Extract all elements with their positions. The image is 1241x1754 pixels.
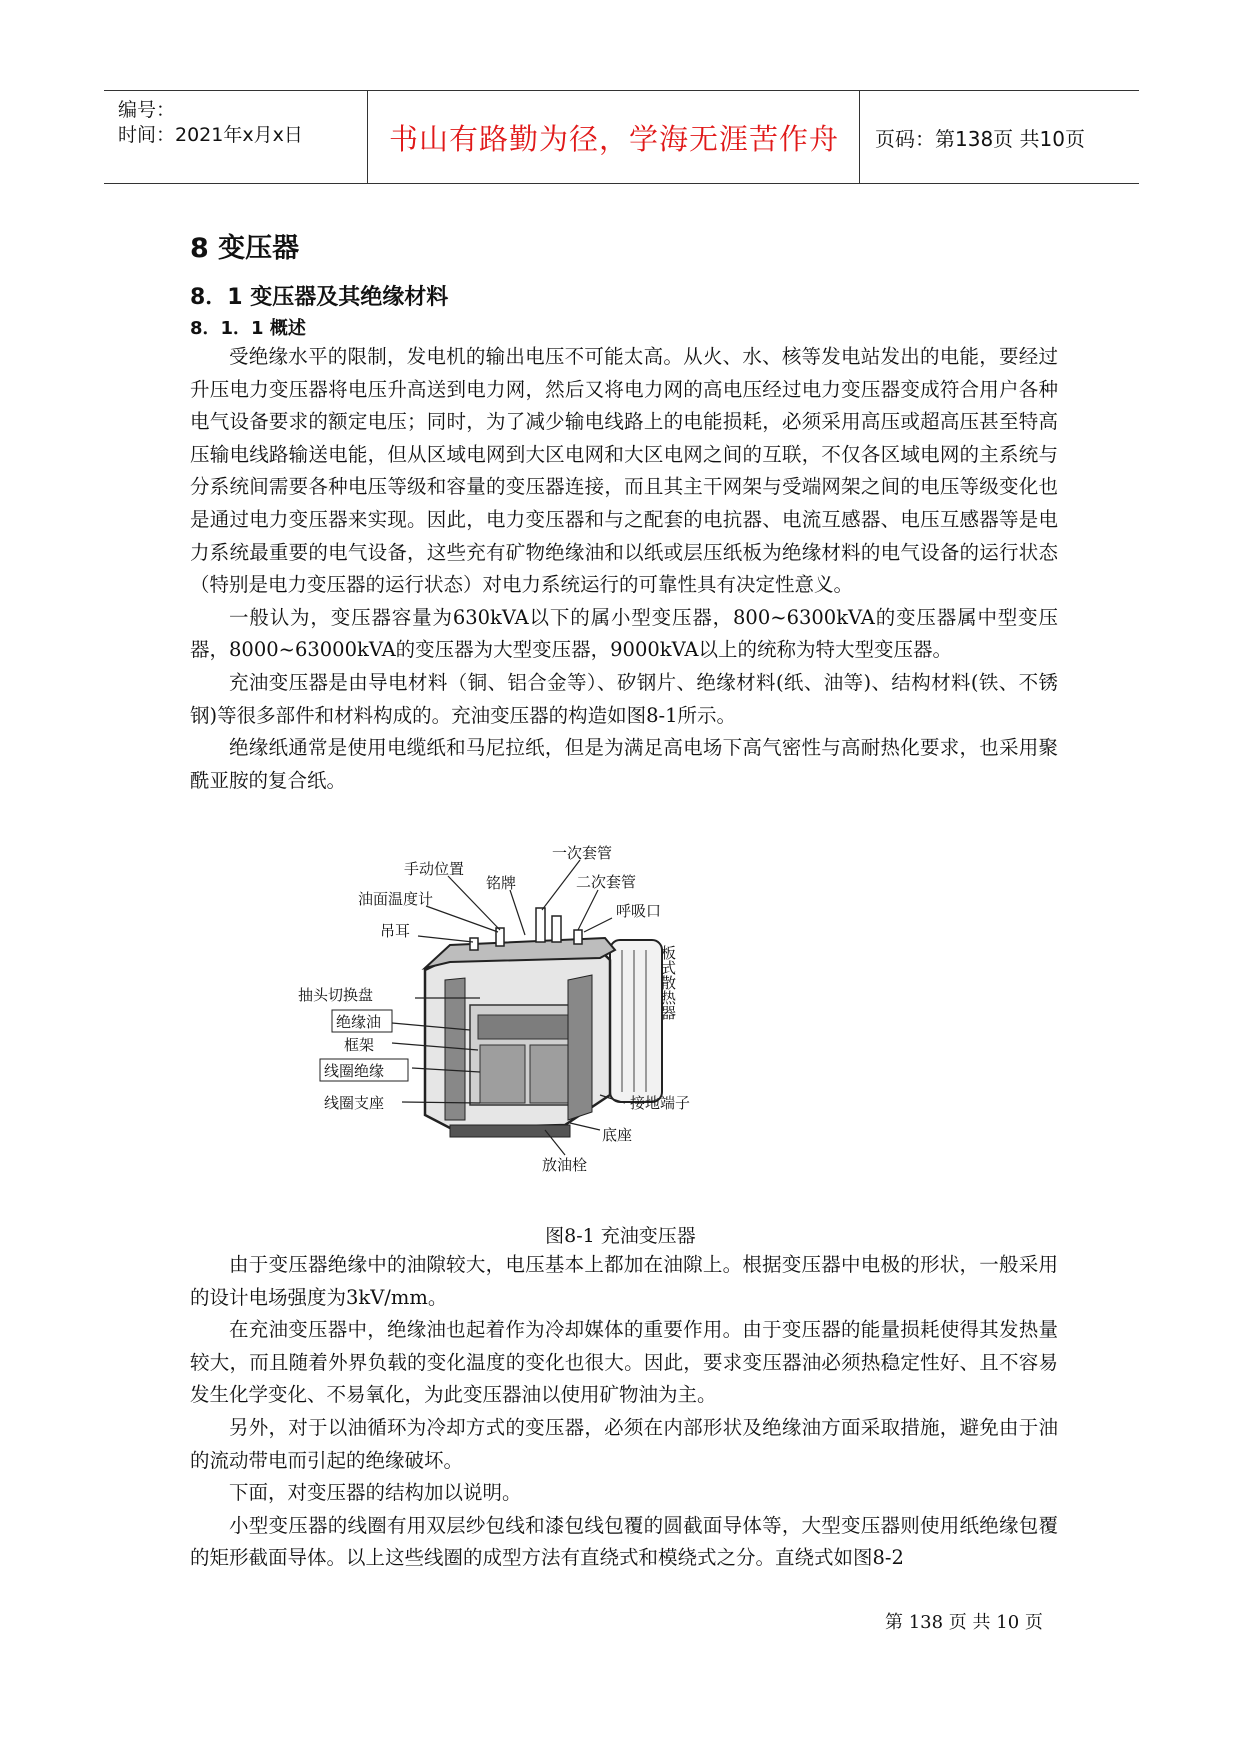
label-tap-changer: 抽头切换盘 xyxy=(298,986,374,1004)
body-text-top xyxy=(190,341,1058,797)
label-manual-position: 手动位置 xyxy=(404,860,465,878)
coil-left xyxy=(480,1045,525,1103)
section-title: 8．1 变压器及其绝缘材料 xyxy=(190,285,449,310)
label-oil-thermometer: 油面温度计 xyxy=(358,890,434,908)
header-meta-cell xyxy=(104,91,368,183)
secondary-bushing-shape xyxy=(574,930,582,944)
number-label: 编号： xyxy=(118,99,176,121)
label-secondary-bushing: 二次套管 xyxy=(576,873,637,891)
label-frame: 框架 xyxy=(344,1036,375,1054)
chapter-title: 8 变压器 xyxy=(190,233,300,264)
base-shape xyxy=(450,1125,570,1137)
label-insulating-oil: 绝缘油 xyxy=(336,1013,382,1031)
label-nameplate: 铭牌 xyxy=(486,874,517,892)
time-label: 时间：2021年x月x日 xyxy=(118,124,303,146)
bushing-shape xyxy=(552,916,561,942)
transformer-diagram xyxy=(298,844,780,1205)
label-ground-terminal: 接地端子 xyxy=(630,1094,691,1112)
subsection-title: 8．1．1 概述 xyxy=(190,318,306,339)
label-drain-plug: 放油栓 xyxy=(542,1156,588,1174)
paragraph: 一般认为，变压器容量为630kVA以下的属小型变压器，800~6300kVA的变压器属中型变压器，8000~63000kVA的变压器为大型变压器，9000kVA以上的统称为特大型变压器。 xyxy=(190,605,1058,662)
label-primary-bushing: 一次套管 xyxy=(552,844,613,862)
figure-caption: 图8-1 充油变压器 xyxy=(545,1225,696,1247)
page-footer: 第 138 页 共 10 页 xyxy=(885,1612,1043,1633)
header-page-cell xyxy=(861,91,1139,183)
lug-shape xyxy=(470,938,478,950)
paragraph: 由于变压器绝缘中的油隙较大，电压基本上都加在油隙上。根据变压器中电极的形状，一般采用的设计电场强度为3kV/mm。 xyxy=(190,1253,1058,1309)
motto-text: 书山有路勤为径，学海无涯苦作舟 xyxy=(388,121,839,156)
header-motto-cell xyxy=(369,91,860,183)
label-coil-support: 线圈支座 xyxy=(324,1094,385,1112)
paragraph: 受绝缘水平的限制，发电机的输出电压不可能太高。从火、水、核等发电站发出的电能，要经过升压电力变压器将电压升高送到电力网，然后又将电力网的高电压经过电力变压器变成符合用户各种电气设备要求的额定电压；同时，为了减少输电线路上的电能损耗，必须采用高压或超高压甚至特高压输电线路输送电能，但从区域电网到大区电网和大区电网之间的互联，不仅各区域电网的主系统与分系统间需要各种电压等级和容量的变压器连接，而且其主干网架与受端网架之间的电压等级变化也是通过电力变压器来实现。因此，电力变压器和与之配套的电抗器、电流互感器、电压互感器等是电力系统最重要的电气设备，这些充有矿物绝缘油和以纸或层压纸板为绝缘材料的电气设备的运行状态（特别是电力变压器的运行状态）对电力系统运行的可靠性具有决定性意义。 xyxy=(190,345,1058,597)
label-coil-insulation: 线圈绝缘 xyxy=(324,1062,385,1080)
paragraph: 下面，对变压器的结构加以说明。 xyxy=(229,1481,522,1505)
label-breather: 呼吸口 xyxy=(616,902,662,920)
paragraph: 另外，对于以油循环为冷却方式的变压器，必须在内部形状及绝缘油方面采取措施，避免由于油的流动带电而引起的绝缘破坏。 xyxy=(190,1415,1058,1472)
paragraph: 在充油变压器中，绝缘油也起着作为冷却媒体的重要作用。由于变压器的能量损耗使得其发热量较大，而且随着外界负载的变化温度的变化也很大。因此，要求变压器油必须热稳定性好、且不容易发生化学变化、不易氧化，为此变压器油以使用矿物油为主。 xyxy=(190,1318,1058,1407)
body-text-bottom xyxy=(190,1249,1058,1575)
paragraph: 绝缘纸通常是使用电缆纸和马尼拉纸，但是为满足高电场下高气密性与高耐热化要求，也采用聚酰亚胺的复合纸。 xyxy=(190,736,1058,792)
page-code: 页码：第138页 共10页 xyxy=(875,126,1085,151)
thermometer-shape xyxy=(496,928,504,946)
tank-wall xyxy=(568,975,592,1120)
primary-bushing-shape xyxy=(536,908,545,942)
paragraph: 充油变压器是由导电材料（铜、铝合金等）、矽钢片、绝缘材料(纸、油等)、结构材料(铁、不锈钢)等很多部件和材料构成的。充油变压器的构造如图8-1所示。 xyxy=(190,670,1058,727)
yoke xyxy=(478,1015,578,1039)
label-lifting-lug: 吊耳 xyxy=(380,922,411,940)
label-base: 底座 xyxy=(602,1126,633,1144)
document-header xyxy=(104,90,1139,184)
paragraph: 小型变压器的线圈有用双层纱包线和漆包线包覆的圆截面导体等，大型变压器则使用纸绝缘包覆的矩形截面导体。以上这些线圈的成型方法有直绕式和模绕式之分。直绕式如图8-2 xyxy=(190,1513,1058,1570)
radiator-shape xyxy=(610,940,662,1102)
label-radiator: 板式散热器 xyxy=(659,945,677,1020)
